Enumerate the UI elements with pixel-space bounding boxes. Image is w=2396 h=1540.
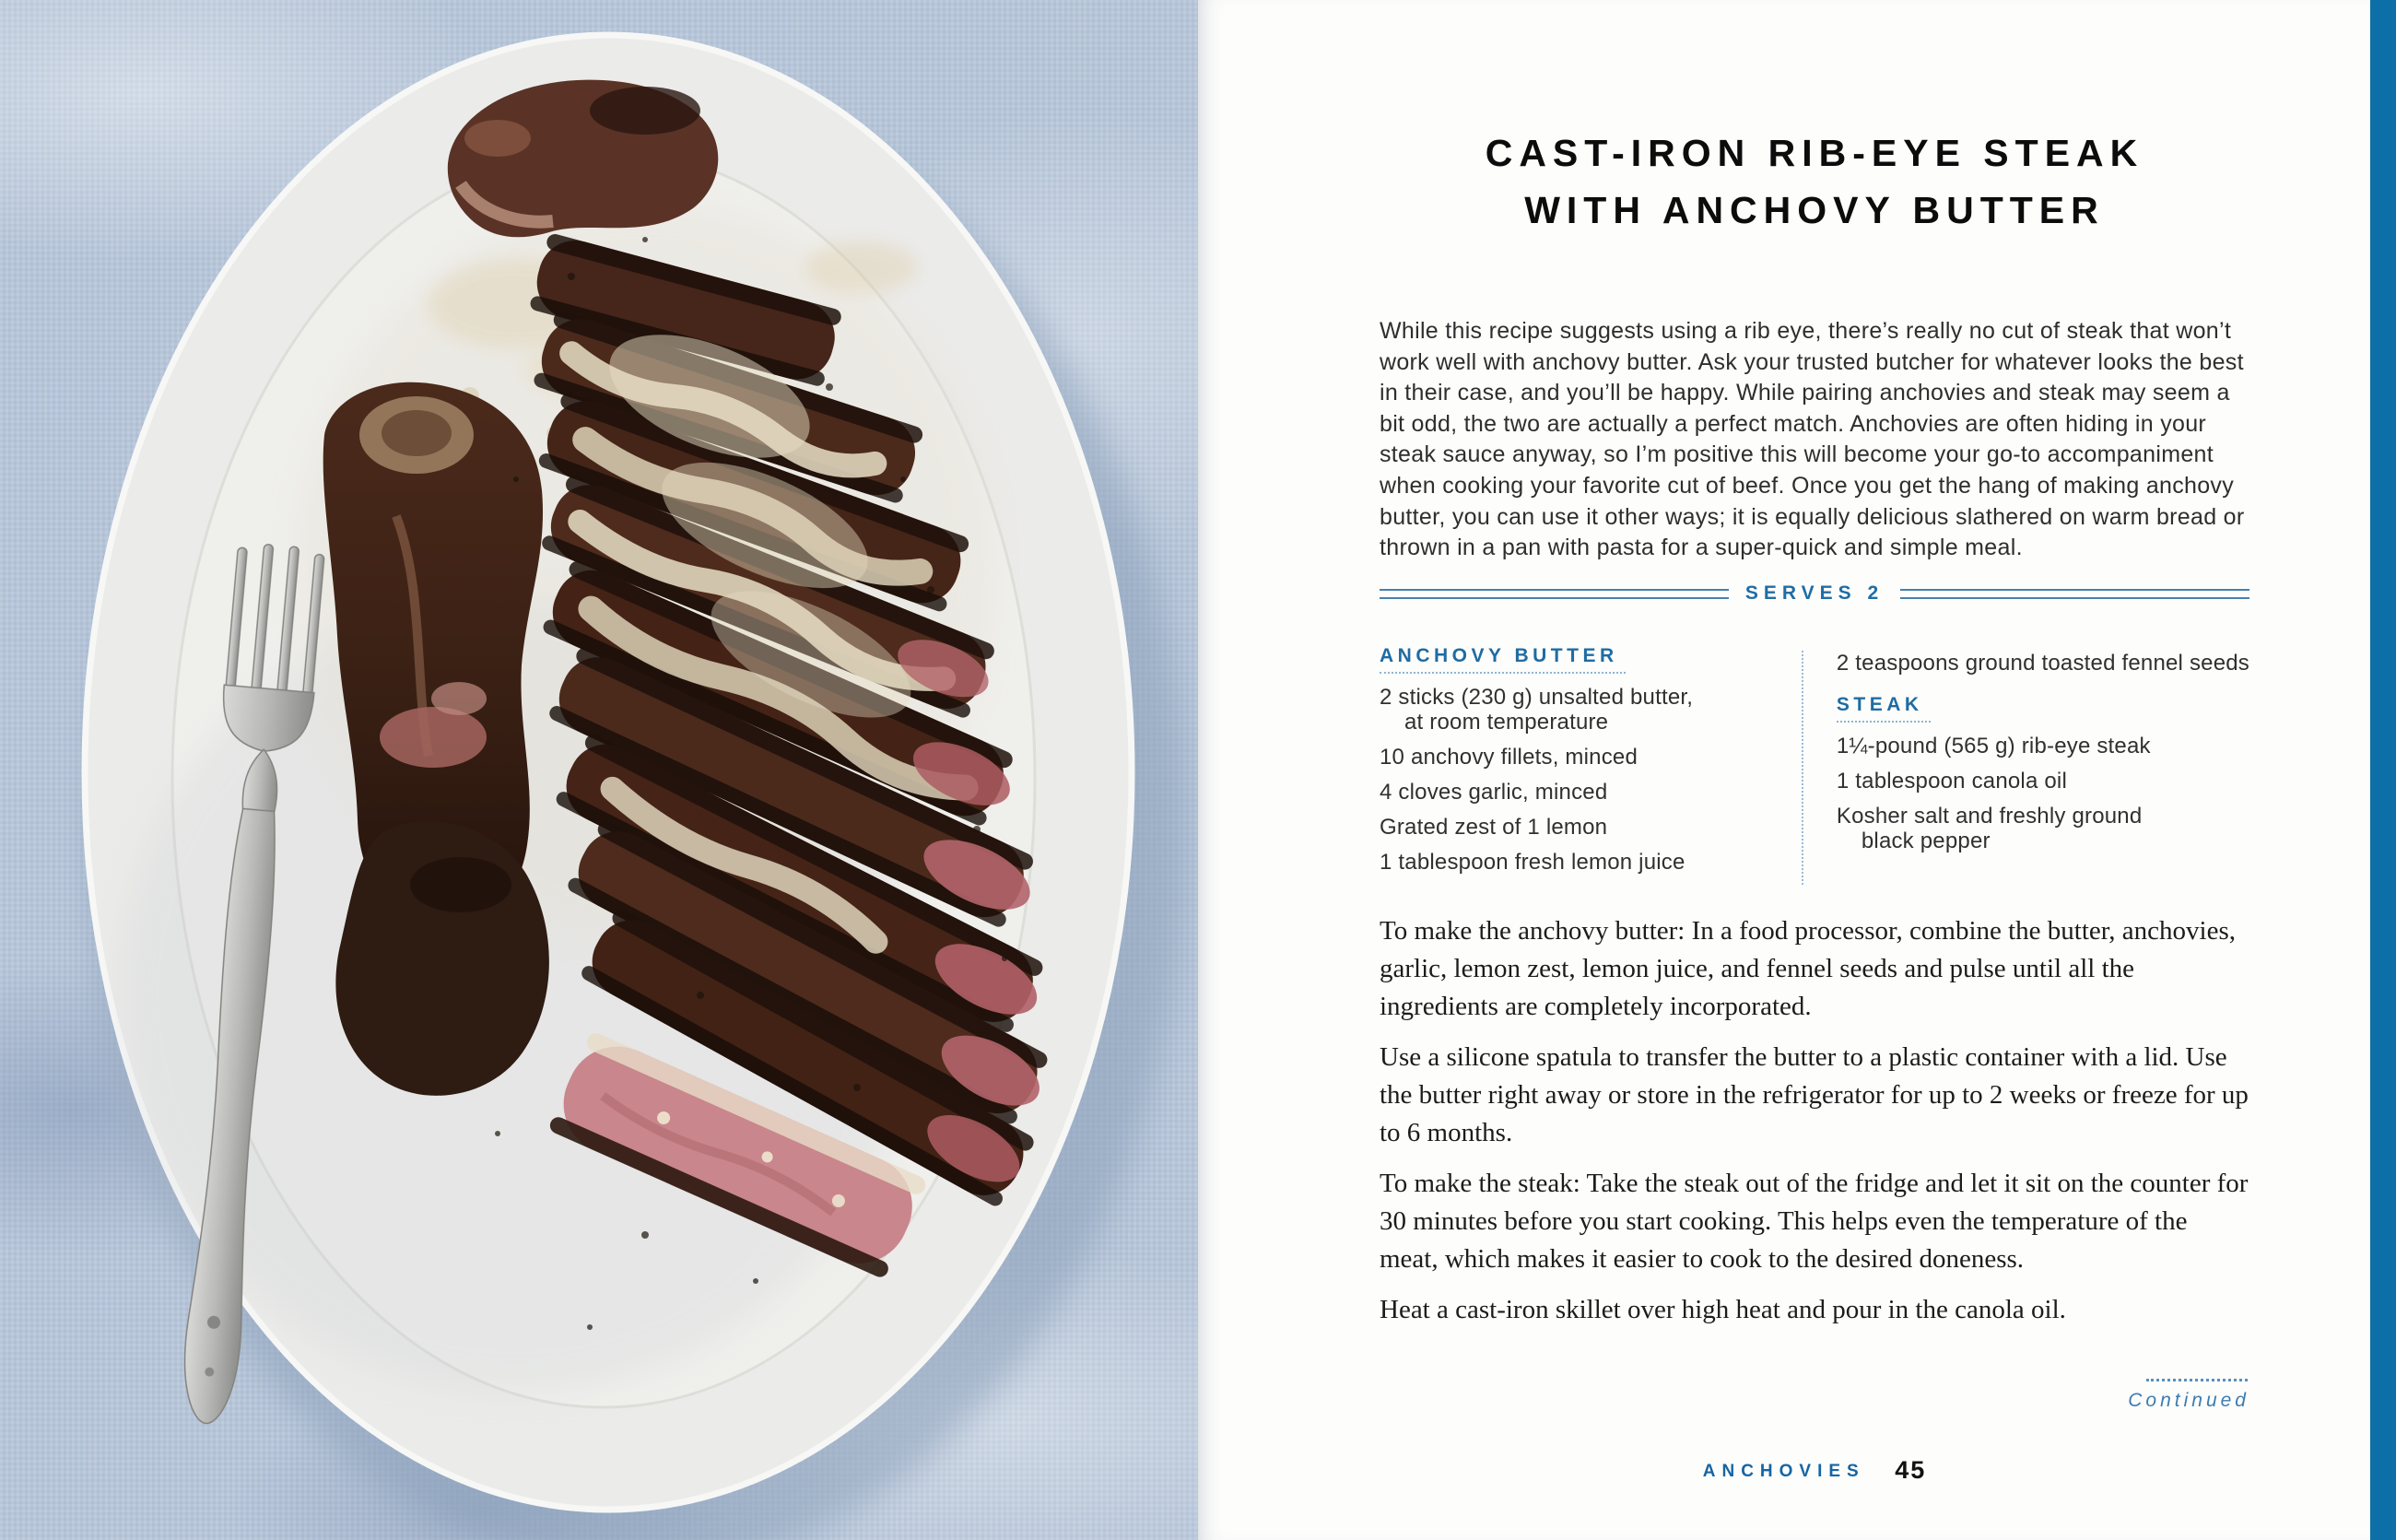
serves-divider <box>1380 582 2249 605</box>
page-footer <box>1380 1456 2249 1485</box>
instruction-step: Heat a cast-iron skillet over high heat and pour in the canola oil. <box>1380 1295 2066 1324</box>
recipe-title-line1: CAST-IRON RIB-EYE STEAK <box>1485 132 2144 175</box>
ingredient-item: 1 tablespoon canola oil <box>1836 769 2067 794</box>
ingredient-item: 10 anchovy fillets, minced <box>1380 745 1638 770</box>
ingredient-item: 2 teaspoons ground toasted fennel seeds <box>1836 651 2249 676</box>
continued-label: Continued <box>2128 1390 2249 1411</box>
ingredient-item: 2 sticks (230 g) unsalted butter, at room temperature <box>1380 685 1694 735</box>
ingredient-item: Grated zest of 1 lemon <box>1380 815 1608 840</box>
ingredient-item: 1¼-pound (565 g) rib-eye steak <box>1836 734 2151 758</box>
recipe-title <box>1380 124 2249 239</box>
steak-bone-piece <box>323 382 549 1096</box>
instruction-step: Use a silicone spatula to transfer the butter to a plastic container with a lid. Use the butter right away or store in the refrigerator for up to 2 weeks or freeze for up to 6 months. <box>1380 1042 2249 1147</box>
recipe-title-line2: WITH ANCHOVY BUTTER <box>1524 189 2105 232</box>
serves-rule-left <box>1380 589 1729 599</box>
chapter-name: ANCHOVIES <box>1702 1462 1865 1481</box>
serves-rule-right <box>1900 589 2249 599</box>
section-heading-steak: STEAK <box>1837 694 1931 723</box>
continued-note <box>2128 1379 2249 1412</box>
section-heading-anchovy-butter: ANCHOVY BUTTER <box>1380 645 1626 674</box>
ingredients <box>1380 645 2249 885</box>
steak-list <box>1837 734 2249 853</box>
anchovy-butter-list <box>1380 685 1802 875</box>
book-cover-edge <box>2370 0 2396 1540</box>
instruction-step: To make the anchovy butter: In a food processor, combine the butter, anchovies, garlic, lemon zest, lemon juice, and fennel seeds and pulse until all the ingredients are completely incorporated. <box>1380 916 2236 1021</box>
ingredient-item: 1 tablespoon fresh lemon juice <box>1380 850 1685 875</box>
continued-dotted-rule <box>2146 1379 2248 1381</box>
ingredient-item: 4 cloves garlic, minced <box>1380 780 1608 805</box>
ingredients-column-left <box>1380 645 1802 885</box>
instructions <box>1380 912 2249 1342</box>
recipe-intro: While this recipe suggests using a rib eye, there’s really no cut of steak that won’t work well with anchovy butter. Ask your trusted butcher for whatever looks the best in their case, and you’ll be happy. While pairing anchovies and steak may seem a bit odd, the two are actually a perfect match. Anchovies are often hiding in your steak sauce anyway, so I’m positive this will become your go-to accompaniment when cooking your favorite cut of beef. Once you get the hang of making anchovy butter, you can use it other ways; it is equally delicious slathered on warm bread or thrown in a pan with pasta for a super-quick and simple meal. <box>1380 318 2245 561</box>
ingredients-column-right <box>1803 645 2249 885</box>
ingredient-item: Kosher salt and freshly ground black pepper <box>1836 804 2143 853</box>
anchovy-butter-list-continued <box>1837 651 2249 676</box>
instruction-step: To make the steak: Take the steak out of the fridge and let it sit on the counter for 30 minutes before you start cooking. This helps even the temperature of the meat, which makes it easier to cook to the desired doneness. <box>1380 1169 2249 1274</box>
serves-label: SERVES 2 <box>1744 582 1885 604</box>
recipe-page <box>1198 0 2370 1540</box>
page-number: 45 <box>1895 1456 1927 1484</box>
